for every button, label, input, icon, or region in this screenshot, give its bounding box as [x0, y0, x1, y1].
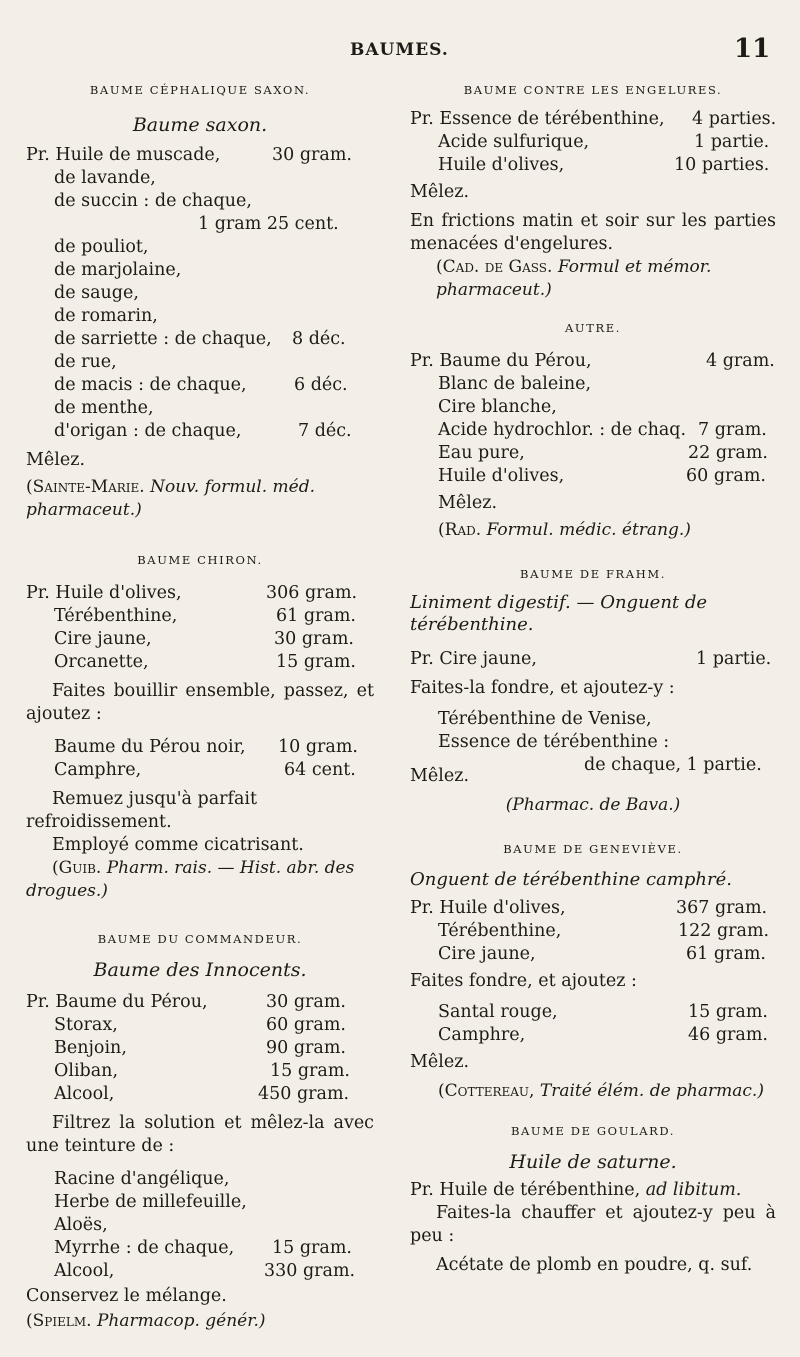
- ingredient-list: [410, 648, 776, 671]
- ingredient-line: Acétate de plomb en poudre, q. suf.: [436, 1255, 753, 1275]
- ingredient-line: de succin : de chaque,: [54, 191, 252, 211]
- section-heading: BAUME CONTRE LES ENGELURES.: [463, 83, 723, 97]
- reference: (Cottereau, Traité élém. de pharmac.): [438, 1081, 764, 1101]
- running-title: BAUMES.: [350, 40, 449, 60]
- ingredient-line: Eau pure, 22 gram.: [438, 443, 768, 463]
- mix-instruction: Mêlez.: [410, 1052, 470, 1072]
- ingredient-line: de pouliot,: [54, 237, 149, 257]
- section-baume-commandeur: [26, 931, 374, 1333]
- ingredient-line: Oliban, 15 gram.: [54, 1061, 350, 1081]
- reference: (Sainte-Marie. Nouv. formul. méd. pharmaceut.): [26, 477, 316, 520]
- ingredient-line: Myrrhe : de chaque, 15 gram.: [54, 1238, 352, 1258]
- section-baume-chiron: [26, 552, 374, 903]
- ingredient-line: Cire blanche,: [438, 397, 557, 417]
- instruction: Faites bouillir ensemble, passez, et ajoutez :: [26, 681, 374, 724]
- ingredient-line: de lavande,: [54, 168, 156, 188]
- reference: (Rad. Formul. médic. étrang.): [438, 520, 691, 540]
- instruction: Conservez le mélange.: [26, 1286, 227, 1306]
- section-heading: BAUME DE GOULARD.: [510, 1124, 676, 1138]
- mix-instruction: Mêlez.: [26, 450, 86, 470]
- section-subtitle: Huile de saturne.: [509, 1151, 677, 1173]
- ingredient-list: [26, 736, 374, 782]
- ingredient-line: Alcool, 450 gram.: [54, 1084, 350, 1104]
- section-heading: AUTRE.: [565, 321, 621, 335]
- section-heading: BAUME DE FRAHM.: [520, 567, 666, 581]
- section-heading: BAUME CHIRON.: [137, 553, 263, 567]
- ingredient-line: Herbe de millefeuille,: [54, 1192, 247, 1212]
- section-baume-goulard: [410, 1123, 776, 1277]
- mix-instruction: Mêlez.: [438, 493, 498, 513]
- section-baume-engelures: [410, 82, 776, 302]
- ingredient-line: Pr. Huile de térébenthine, ad libitum.: [410, 1180, 742, 1200]
- running-head: [0, 34, 800, 70]
- section-heading: BAUME CÉPHALIQUE SAXON.: [89, 83, 311, 97]
- ingredient-list: [26, 582, 374, 674]
- ingredient-line: de romarin,: [54, 306, 158, 326]
- ingredient-line: Térébenthine, 122 gram.: [438, 921, 770, 941]
- ingredient-line: Pr. Huile de muscade, 30 gram.: [26, 145, 352, 165]
- ingredient-line: Racine d'angélique,: [54, 1169, 230, 1189]
- ingredient-line: Acide hydrochlor. : de chaq. 7 gram.: [438, 420, 767, 440]
- ingredient-line: Essence de térébenthine :: [438, 732, 670, 752]
- reference: (Cad. de Gass. Formul et mémor. pharmaceut.): [436, 257, 712, 300]
- ingredient-line: de sarriette : de chaque, 8 déc.: [54, 329, 346, 349]
- ingredient-line: Benjoin, 90 gram.: [54, 1038, 346, 1058]
- instruction: Faites fondre, et ajoutez :: [410, 971, 637, 991]
- reference: (Spielm. Pharmacop. génér.): [26, 1311, 266, 1331]
- reference: (Pharmac. de Bava.): [505, 795, 681, 815]
- section-subtitle: Onguent de térébenthine camphré.: [410, 869, 732, 890]
- ingredient-line: Térébenthine, 61 gram.: [54, 606, 356, 626]
- right-column: [410, 82, 776, 1277]
- ingredient-list: [26, 144, 374, 443]
- ingredient-line: Aloës,: [54, 1215, 108, 1235]
- ingredient-line: Pr. Baume du Pérou, 4 gram.: [410, 351, 775, 371]
- instruction: En frictions matin et soir sur les parties menacées d'engelures.: [410, 211, 776, 254]
- mix-instruction: Mêlez.: [410, 766, 470, 786]
- ingredient-list: [410, 1001, 776, 1047]
- ingredient-line: Pr. Cire jaune, 1 partie.: [410, 649, 772, 669]
- left-column: [26, 82, 374, 1333]
- instruction: Filtrez la solution et mêlez-la avec une teinture de :: [26, 1113, 374, 1156]
- ingredient-line: Térébenthine de Venise,: [438, 709, 652, 729]
- ingredient-line: de macis : de chaque, 6 déc.: [54, 375, 348, 395]
- ingredient-line: Acide sulfurique, 1 partie.: [438, 132, 770, 152]
- section-autre: [410, 320, 776, 542]
- ingredient-line: Orcanette, 15 gram.: [54, 652, 356, 672]
- ingredient-line: Pr. Essence de térébenthine, 4 parties.: [410, 109, 777, 129]
- section-subtitle: Baume saxon.: [132, 114, 268, 136]
- ingredient-line: de menthe,: [54, 398, 154, 418]
- ingredient-line: de rue,: [54, 352, 117, 372]
- reference: (Guib. Pharm. rais. — Hist. abr. des drogues.): [26, 858, 355, 901]
- ingredient-line: Pr. Huile d'olives, 367 gram.: [410, 898, 768, 918]
- section-baume-genevieve: [410, 841, 776, 1103]
- ingredient-line: de sauge,: [54, 283, 139, 303]
- section-heading: BAUME DE GENEVIÈVE.: [503, 842, 683, 856]
- ingredient-line: d'origan : de chaque, 7 déc.: [54, 421, 352, 441]
- ingredient-line: Alcool, 330 gram.: [54, 1261, 356, 1281]
- instruction: Faites-la fondre, et ajoutez-y :: [410, 678, 675, 698]
- ingredient-list: [410, 897, 776, 966]
- ingredient-line: Camphre, 64 cent.: [54, 760, 356, 780]
- section-subtitle: Baume des Innocents.: [93, 959, 307, 981]
- ingredient-line: Cire jaune, 61 gram.: [438, 944, 766, 964]
- ingredient-list: [410, 350, 776, 488]
- page-number: 11: [734, 34, 771, 64]
- ingredient-line: Storax, 60 gram.: [54, 1015, 346, 1035]
- ingredient-line: Cire jaune, 30 gram.: [54, 629, 354, 649]
- ingredient-line: 1 gram 25 cent.: [198, 214, 339, 234]
- ingredient-line: Huile d'olives, 10 parties.: [438, 155, 770, 175]
- instruction: Remuez jusqu'à parfait refroidissement.: [26, 789, 258, 832]
- ingredient-list: [410, 108, 776, 177]
- ingredient-line: Pr. Huile d'olives, 306 gram.: [26, 583, 358, 603]
- ingredient-list: [26, 991, 374, 1106]
- section-subtitle: Liniment digestif. — Onguent de térébenthine.: [410, 592, 708, 635]
- instruction: Faites-la chauffer et ajoutez-y peu à peu :: [410, 1203, 776, 1246]
- ingredient-list: [410, 708, 776, 777]
- ingredient-line: Blanc de baleine,: [438, 374, 592, 394]
- ingredient-line: Baume du Pérou noir, 10 gram.: [54, 737, 358, 757]
- ingredient-line: Pr. Baume du Pérou, 30 gram.: [26, 992, 346, 1012]
- ingredient-line: Camphre, 46 gram.: [438, 1025, 768, 1045]
- ingredient-line: de chaque, 1 partie.: [584, 755, 762, 775]
- section-baume-frahm: [410, 566, 776, 817]
- usage-note: Employé comme cicatrisant.: [52, 835, 304, 855]
- ingredient-list: [26, 1168, 374, 1283]
- mix-instruction: Mêlez.: [410, 182, 470, 202]
- ingredient-line: Huile d'olives, 60 gram.: [438, 466, 766, 486]
- section-baume-saxon: [26, 82, 374, 522]
- section-heading: BAUME DU COMMANDEUR.: [97, 932, 303, 946]
- ingredient-line: de marjolaine,: [54, 260, 182, 280]
- ingredient-line: Santal rouge, 15 gram.: [438, 1002, 768, 1022]
